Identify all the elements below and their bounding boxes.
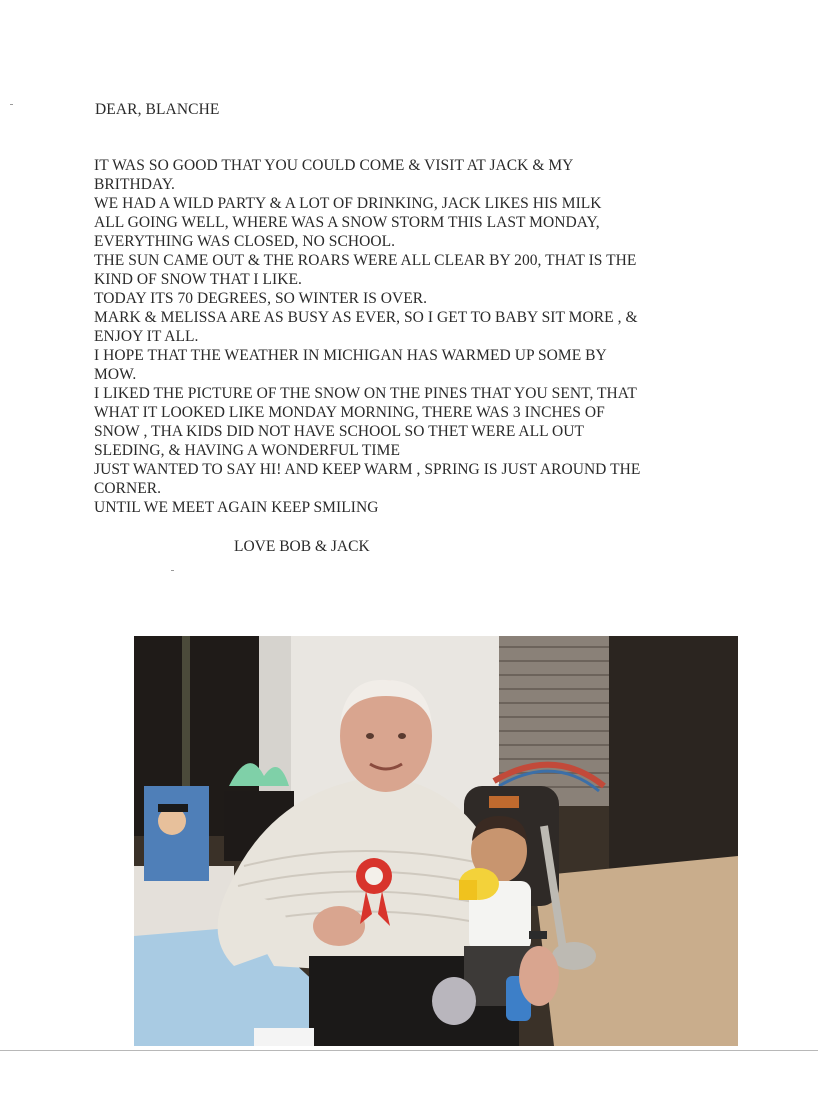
bouncer-base — [552, 942, 596, 970]
letter-line: UNTIL WE MEET AGAIN KEEP SMILING — [94, 499, 379, 516]
wrist-watch — [529, 931, 547, 939]
pirate-hat — [158, 804, 188, 812]
scan-speck — [171, 570, 174, 571]
letter-line: JUST WANTED TO SAY HI! AND KEEP WARM , SPRING IS JUST AROUND THE — [94, 461, 641, 478]
door-frame — [182, 636, 190, 806]
man-hand-right — [519, 946, 559, 1006]
baby-knee-pad — [432, 977, 476, 1025]
scan-speck — [10, 104, 13, 105]
letter-line: KIND OF SNOW THAT I LIKE. — [94, 271, 302, 288]
letter-line: EVERYTHING WAS CLOSED, NO SCHOOL. — [94, 233, 396, 250]
letter-body — [94, 156, 734, 517]
letter-line: WHAT IT LOOKED LIKE MONDAY MORNING, THERE WAS 3 INCHES OF — [94, 404, 605, 421]
letter-salutation: DEAR, BLANCHE — [95, 101, 220, 118]
letter-line: BRITHDAY. — [94, 176, 175, 193]
birthday-photo-illustration — [134, 636, 738, 1046]
letter-line: MARK & MELISSA ARE AS BUSY AS EVER, SO I GET TO BABY SIT MORE , & — [94, 309, 638, 326]
letter-signoff: LOVE BOB & JACK — [234, 538, 370, 555]
man-hand-left — [313, 906, 365, 946]
birthday-photo — [134, 636, 738, 1046]
letter-line: IT WAS SO GOOD THAT YOU COULD COME & VISIT AT JACK & MY — [94, 157, 574, 174]
letter-line: WE HAD A WILD PARTY & A LOT OF DRINKING, JACK LIKES HIS MILK — [94, 195, 602, 212]
scan-bottom-edge — [0, 1050, 818, 1051]
man-right-eye — [398, 733, 406, 739]
rosette-center — [365, 867, 383, 885]
letter-line: I HOPE THAT THE WEATHER IN MICHIGAN HAS WARMED UP SOME BY — [94, 347, 607, 364]
letter-line: ALL GOING WELL, WHERE WAS A SNOW STORM THIS LAST MONDAY, — [94, 214, 600, 231]
letter-line: I LIKED THE PICTURE OF THE SNOW ON THE PINES THAT YOU SENT, THAT — [94, 385, 637, 402]
seat-brand-label — [489, 796, 519, 808]
paper-plate — [254, 1028, 314, 1046]
letter-line: THE SUN CAME OUT & THE ROARS WERE ALL CLEAR BY 200, THAT IS THE — [94, 252, 637, 269]
letter-line: SLEDING, & HAVING A WONDERFUL TIME — [94, 442, 400, 459]
sippy-cup-spout — [459, 880, 477, 900]
man-left-eye — [366, 733, 374, 739]
letter-line: CORNER. — [94, 480, 162, 497]
letter-line: TODAY ITS 70 DEGREES, SO WINTER IS OVER. — [94, 290, 428, 307]
letter-line: MOW. — [94, 366, 137, 383]
letter-line: SNOW , THA KIDS DID NOT HAVE SCHOOL SO THET WERE ALL OUT — [94, 423, 585, 440]
letter-line: ENJOY IT ALL. — [94, 328, 199, 345]
